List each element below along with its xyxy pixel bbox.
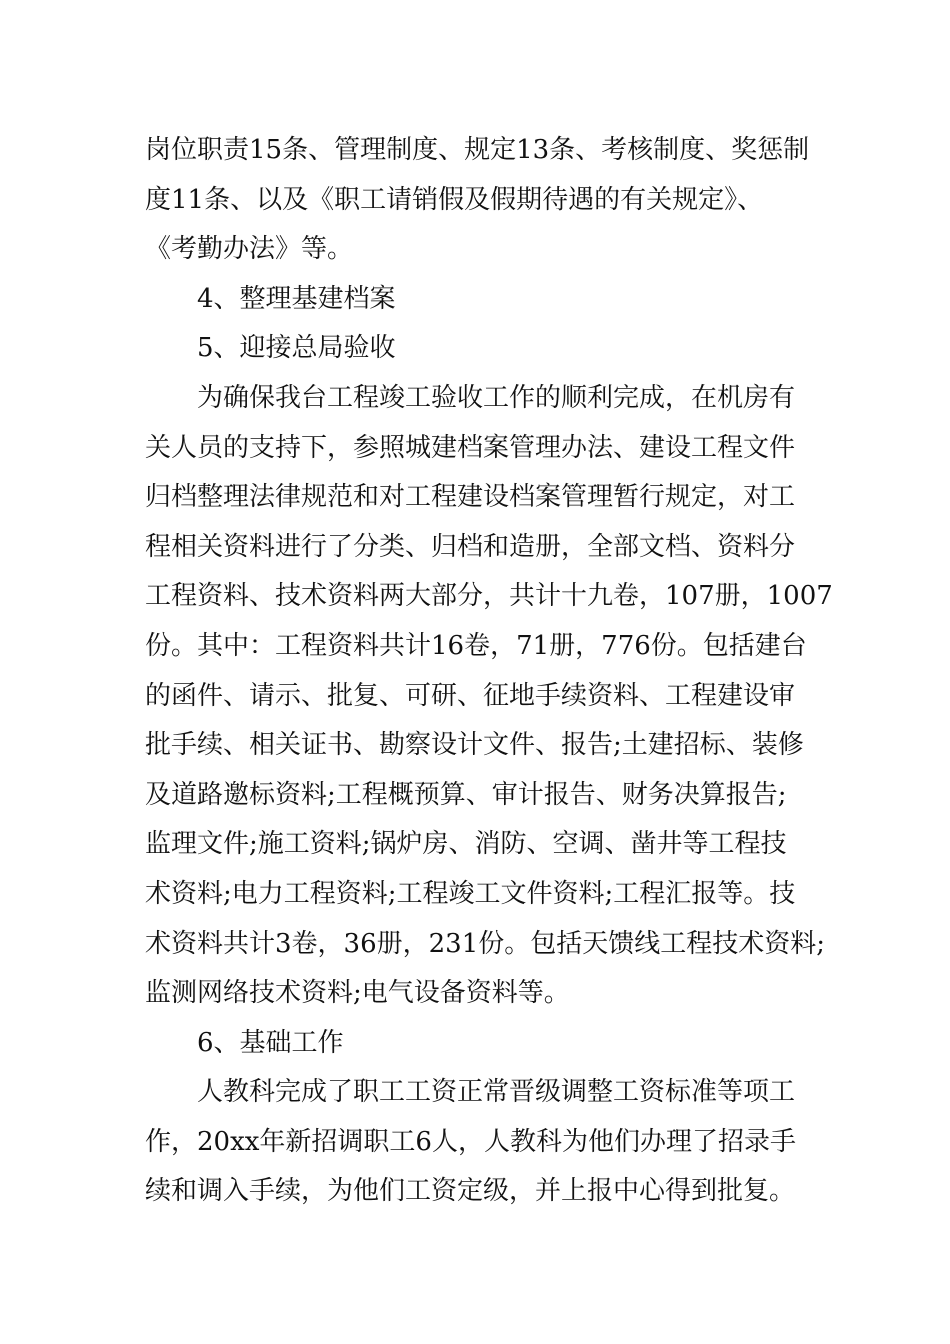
text-line: 监理文件;施工资料;锅炉房、消防、空调、凿井等工程技: [145, 829, 787, 860]
text-line: 份。其中：工程资料共计16卷，71册，776份。包括建台: [145, 630, 807, 661]
text-line: 及道路邀标资料;工程概预算、审计报告、财务决算报告;: [145, 779, 787, 810]
text-line: 6、基础工作: [197, 1027, 344, 1058]
text-line: 术资料共计3卷，36册，231份。包括天馈线工程技术资料;: [145, 928, 826, 959]
text-line: 《考勤办法》等。: [145, 234, 354, 265]
text-line: 4、整理基建档案: [197, 283, 396, 314]
text-line: 度11条、以及《职工请销假及假期待遇的有关规定》、: [145, 184, 764, 215]
text-line: 作，20xx年新招调职工6人，人教科为他们办理了招录手: [145, 1126, 796, 1157]
text-line: 的函件、请示、批复、可研、征地手续资料、工程建设审: [145, 680, 796, 711]
text-line: 5、迎接总局验收: [197, 333, 396, 364]
text-line: 岗位职责15条、管理制度、规定13条、考核制度、奖惩制: [145, 135, 810, 165]
text-line: 关人员的支持下，参照城建档案管理办法、建设工程文件: [145, 432, 796, 463]
text-line: 术资料;电力工程资料;工程竣工文件资料;工程汇报等。技: [145, 878, 796, 909]
text-line: 为确保我台工程竣工验收工作的顺利完成，在机房有: [197, 382, 796, 413]
text-line: 工程资料、技术资料两大部分，共计十九卷，107册，1007: [145, 581, 833, 612]
document-body: [145, 126, 833, 1217]
text-line: 程相关资料进行了分类、归档和造册，全部文档、资料分: [145, 531, 796, 562]
text-line: 监测网络技术资料;电气设备资料等。: [145, 978, 570, 1009]
text-line: 续和调入手续，为他们工资定级，并上报中心得到批复。: [145, 1176, 796, 1207]
text-line: 人教科完成了职工工资正常晋级调整工资标准等项工: [197, 1077, 796, 1108]
text-line: 归档整理法律规范和对工程建设档案管理暂行规定，对工: [145, 482, 796, 513]
text-line: 批手续、相关证书、勘察设计文件、报告;土建招标、装修: [145, 730, 804, 761]
